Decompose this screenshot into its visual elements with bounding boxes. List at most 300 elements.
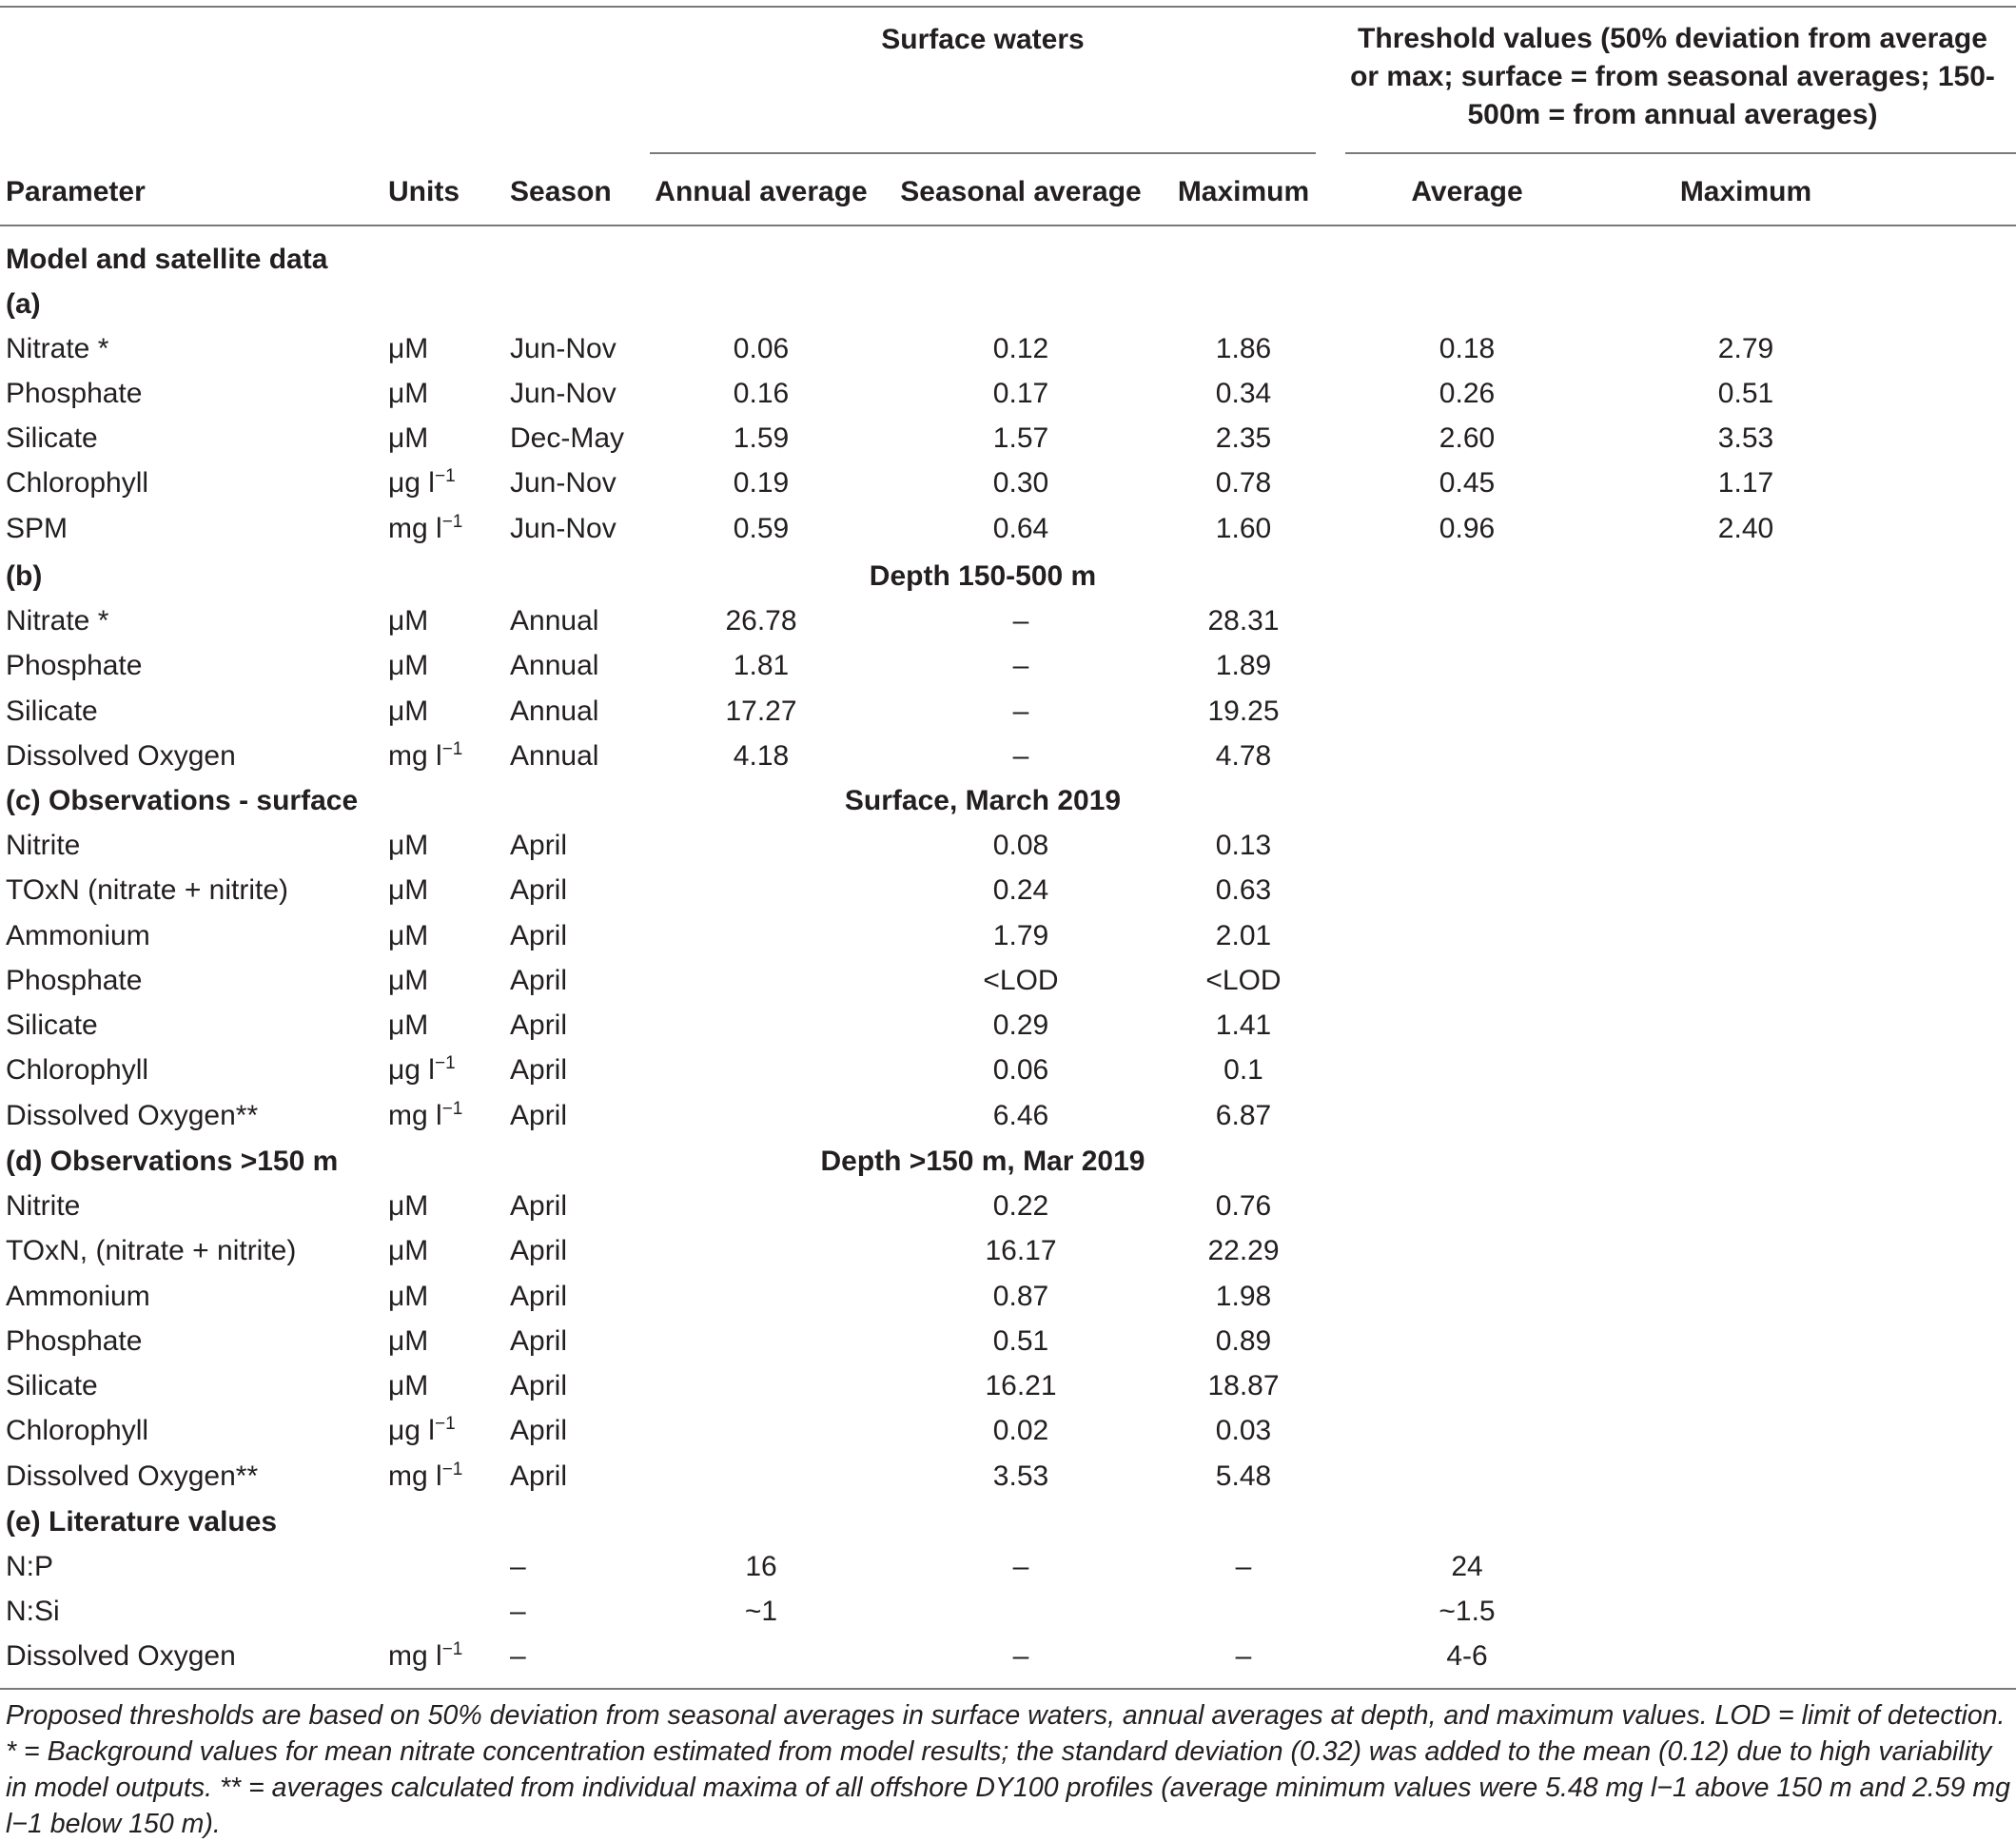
maximum-cell-text: 2.01 [1215,920,1272,951]
season-cell-text: April [510,1009,568,1041]
parameter-cell [6,1369,377,1403]
parameter-cell-text: Ammonium [6,920,150,951]
threshold-maximum-cell-text: 3.53 [1717,422,1774,454]
season-cell [510,919,643,953]
annual-average-cell [647,695,875,729]
threshold-average-cell-text: 0.18 [1439,333,1496,364]
seasonal-average-cell [888,332,1154,366]
section-b-subheading: Depth 150-500 m [869,560,1097,592]
parameter-cell-text: N:Si [6,1596,60,1627]
annual-average-cell-text: 1.59 [733,422,790,454]
seasonal-average-cell-text: 0.87 [992,1281,1049,1312]
seasonal-average-cell-text: 0.06 [992,1054,1049,1086]
season-cell [510,829,643,863]
season-cell-text: April [510,965,568,996]
units-cell-text: μM [388,378,429,409]
threshold-maximum-cell-text: 2.40 [1717,513,1774,544]
units-cell [388,1639,502,1674]
maximum-cell [1153,1234,1334,1268]
units-cell-text: μM [388,965,429,996]
seasonal-average-cell-text: 0.24 [992,874,1049,906]
seasonal-average-cell [888,739,1154,774]
parameter-cell-text: Dissolved Oxygen** [6,1460,259,1492]
maximum-cell [1153,695,1334,729]
seasonal-average-cell-text: 3.53 [992,1460,1049,1492]
units-cell [388,1009,502,1043]
header-bottom-rule [0,225,2016,226]
maximum-cell-text: 0.78 [1215,467,1272,499]
annual-average-cell-text: 0.06 [733,333,790,364]
seasonal-average-cell [888,604,1154,638]
units-cell [388,466,502,500]
annual-average-cell-text: 1.81 [733,650,790,681]
threshold-average-cell-text: 0.45 [1439,467,1496,499]
parameter-cell-text: Chlorophyll [6,1415,149,1446]
maximum-cell [1153,919,1334,953]
table-footnote: Proposed thresholds are based on 50% deviation from seasonal averages in surface waters, annual averages at depth, and maximum values. LOD = limit of detection. * = Background values for mean nitrate concentration estimated from model results; the standard deviation (0.32) was added to the mean (0.12) due to high variability in model outputs. ** = averages calculated from individual maxima of all offshore DY100 profiles (average minimum values were 5.48 mg l−1 above 150 m and 2.59 mg l−1 below 150 m). [6,1700,2010,1839]
units-cell-text: μM [388,1235,429,1266]
threshold-average-cell-text: 4-6 [1446,1640,1488,1672]
annual-average-cell [647,466,875,500]
seasonal-average-cell-text: 0.30 [992,467,1049,499]
parameter-cell [6,1639,377,1674]
parameter-cell-text: Phosphate [6,965,143,996]
season-cell [510,1189,643,1224]
units-cell [388,1460,502,1494]
seasonal-average-cell [888,421,1154,456]
section-model: Model and satellite data [6,244,328,275]
seasonal-average-cell-text: 0.02 [992,1415,1049,1446]
annual-average-cell-text: 0.19 [733,467,790,499]
parameter-cell [6,1234,377,1268]
units-cell-text: μM [388,1190,429,1222]
parameter-cell [6,1550,377,1584]
units-cell-text: μM [388,696,429,727]
maximum-cell-text: 0.03 [1215,1415,1272,1446]
units-exponent: −1 [434,466,456,486]
col-season: Season [510,176,612,207]
seasonal-average-cell [888,466,1154,500]
maximum-cell-text: 19.25 [1207,696,1280,727]
units-cell [388,1414,502,1448]
parameter-cell [6,919,377,953]
parameter-cell-text: Dissolved Oxygen [6,740,236,772]
threshold-maximum-cell [1641,466,1850,500]
season-cell [510,1099,643,1133]
maximum-cell [1153,1189,1334,1224]
maximum-cell-text: 28.31 [1207,605,1280,637]
season-cell [510,512,643,546]
parameter-cell-text: Dissolved Oxygen** [6,1100,259,1131]
seasonal-average-cell [888,1009,1154,1043]
seasonal-average-cell-text: – [1012,605,1029,637]
parameter-cell-text: Silicate [6,696,98,727]
season-cell [510,1550,643,1584]
parameter-cell [6,466,377,500]
parameter-cell [6,1280,377,1314]
season-cell-text: Dec-May [510,422,625,454]
season-cell-text: – [510,1640,526,1672]
units-cell-text: μg l [388,1054,435,1086]
units-cell [388,1189,502,1224]
units-exponent: −1 [441,512,463,532]
seasonal-average-cell [888,964,1154,998]
units-cell [388,1234,502,1268]
maximum-cell-text: 1.86 [1215,333,1272,364]
units-cell-text: mg l [388,1460,442,1492]
units-cell-text: μM [388,1370,429,1401]
col-units: Units [388,176,460,207]
season-cell [510,1324,643,1359]
seasonal-average-cell [888,829,1154,863]
units-cell-text: μM [388,1281,429,1312]
units-cell-text: μM [388,605,429,637]
parameter-cell [6,512,377,546]
parameter-cell-text: Chlorophyll [6,1054,149,1086]
threshold-average-cell-text: 2.60 [1439,422,1496,454]
maximum-cell [1153,1009,1334,1043]
units-cell-text: μM [388,333,429,364]
section-c: (c) Observations - surface [6,785,359,816]
season-cell [510,377,643,411]
annual-average-cell [647,1595,875,1629]
units-cell-text: μg l [388,1415,435,1446]
season-cell-text: Annual [510,605,599,637]
season-cell [510,1053,643,1088]
maximum-cell [1153,332,1334,366]
parameter-cell [6,829,377,863]
seasonal-average-cell-text: 16.21 [985,1370,1057,1401]
seasonal-average-cell-text: 1.79 [992,920,1049,951]
season-cell-text: Annual [510,740,599,772]
parameter-cell [6,1053,377,1088]
threshold-average-cell-text: ~1.5 [1439,1596,1496,1627]
seasonal-average-cell [888,512,1154,546]
seasonal-average-cell-text: 0.12 [992,333,1049,364]
annual-average-cell [647,512,875,546]
units-cell [388,873,502,908]
season-cell-text: April [510,1235,568,1266]
seasonal-average-cell [888,1234,1154,1268]
seasonal-average-cell [888,1099,1154,1133]
annual-average-cell-text: 0.16 [733,378,790,409]
maximum-cell-text: 1.89 [1215,650,1272,681]
maximum-cell-text: 18.87 [1207,1370,1280,1401]
maximum-cell [1153,964,1334,998]
maximum-cell [1153,1053,1334,1088]
col-threshold-average: Average [1411,176,1523,207]
maximum-cell-text: 1.98 [1215,1281,1272,1312]
season-cell [510,1280,643,1314]
maximum-cell [1153,1369,1334,1403]
units-cell-text: μM [388,650,429,681]
season-cell-text: April [510,830,568,861]
threshold-maximum-cell-text: 1.17 [1717,467,1774,499]
maximum-cell [1153,421,1334,456]
parameter-cell [6,332,377,366]
season-cell [510,1595,643,1629]
season-cell-text: April [510,1325,568,1357]
parameter-cell-text: TOxN (nitrate + nitrite) [6,874,289,906]
maximum-cell [1153,829,1334,863]
season-cell [510,739,643,774]
units-cell [388,695,502,729]
maximum-cell [1153,1324,1334,1359]
seasonal-average-cell [888,1053,1154,1088]
maximum-cell-text: 0.13 [1215,830,1272,861]
units-cell-text: mg l [388,513,442,544]
season-cell-text: April [510,920,568,951]
season-cell-text: April [510,1415,568,1446]
units-cell-text: mg l [388,740,442,772]
season-cell-text: Jun-Nov [510,467,617,499]
maximum-cell [1153,649,1334,683]
season-cell-text: April [510,1190,568,1222]
section-e: (e) Literature values [6,1506,278,1538]
maximum-cell-text: 6.87 [1215,1100,1272,1131]
parameter-cell-text: Dissolved Oxygen [6,1640,236,1672]
maximum-cell-text: 0.1 [1223,1054,1263,1086]
maximum-cell-text: – [1235,1640,1252,1672]
units-cell [388,739,502,774]
season-cell [510,964,643,998]
seasonal-average-cell-text: 6.46 [992,1100,1049,1131]
seasonal-average-cell [888,1280,1154,1314]
seasonal-average-cell-text: – [1012,1640,1029,1672]
seasonal-average-cell [888,377,1154,411]
units-cell [388,919,502,953]
parameter-cell-text: Ammonium [6,1281,150,1312]
season-cell-text: – [510,1596,526,1627]
maximum-cell [1153,1099,1334,1133]
season-cell-text: – [510,1551,526,1582]
col-maximum: Maximum [1177,176,1310,207]
season-cell [510,466,643,500]
parameter-cell-text: SPM [6,513,69,544]
season-cell [510,604,643,638]
seasonal-average-cell-text: – [1012,740,1029,772]
threshold-maximum-cell-text: 2.79 [1717,333,1774,364]
section-b: (b) [6,560,43,592]
seasonal-average-cell [888,1369,1154,1403]
threshold-maximum-cell-text: 0.51 [1717,378,1774,409]
top-rule [0,6,2016,8]
threshold-maximum-cell [1641,332,1850,366]
annual-average-cell [647,739,875,774]
seasonal-average-cell [888,1460,1154,1494]
units-cell-text: μM [388,422,429,454]
threshold-average-cell-text: 24 [1451,1551,1483,1582]
threshold-average-cell [1362,1550,1572,1584]
seasonal-average-cell-text: 1.57 [992,422,1049,454]
season-cell-text: April [510,874,568,906]
maximum-cell-text: – [1235,1551,1252,1582]
season-cell [510,421,643,456]
maximum-cell [1153,1414,1334,1448]
seasonal-average-cell [888,919,1154,953]
annual-average-cell [647,604,875,638]
annual-average-cell [647,332,875,366]
maximum-cell [1153,873,1334,908]
maximum-cell-text: 4.78 [1215,740,1272,772]
col-annual-average: Annual average [655,176,868,207]
units-cell [388,604,502,638]
parameter-cell [6,1099,377,1133]
threshold-average-cell [1362,421,1572,456]
season-cell [510,873,643,908]
units-cell-text: μg l [388,467,435,499]
maximum-cell [1153,1639,1334,1674]
col-threshold-maximum: Maximum [1679,176,1812,207]
seasonal-average-cell [888,1189,1154,1224]
units-exponent: −1 [434,1414,456,1434]
seasonal-average-cell [888,649,1154,683]
parameter-cell [6,1189,377,1224]
seasonal-average-cell-text: – [1012,650,1029,681]
parameter-cell [6,873,377,908]
units-cell [388,512,502,546]
annual-average-cell [647,649,875,683]
parameter-cell-text: Phosphate [6,378,143,409]
units-cell-text: mg l [388,1100,442,1131]
maximum-cell-text: 1.41 [1215,1009,1272,1041]
threshold-average-cell [1362,377,1572,411]
units-cell [388,1099,502,1133]
units-cell-text: μM [388,830,429,861]
threshold-average-cell [1362,466,1572,500]
parameter-cell-text: Chlorophyll [6,467,149,499]
units-exponent: −1 [441,739,463,759]
surface-group-rule [650,152,1316,154]
parameter-cell-text: Nitrite [6,830,81,861]
maximum-cell-text: <LOD [1205,965,1282,996]
season-cell [510,1369,643,1403]
units-cell [388,377,502,411]
units-exponent: −1 [441,1460,463,1479]
maximum-cell-text: 1.60 [1215,513,1272,544]
units-cell [388,1280,502,1314]
season-cell [510,1234,643,1268]
threshold-average-cell [1362,332,1572,366]
season-cell-text: Jun-Nov [510,513,617,544]
season-cell [510,1414,643,1448]
units-cell-text: μM [388,920,429,951]
parameter-cell [6,649,377,683]
section-d-subheading: Depth >150 m, Mar 2019 [820,1146,1145,1177]
seasonal-average-cell-text: 0.51 [992,1325,1049,1357]
parameter-cell-text: Nitrite [6,1190,81,1222]
section-d: (d) Observations >150 m [6,1146,339,1177]
maximum-cell-text: 22.29 [1207,1235,1280,1266]
season-cell [510,1639,643,1674]
seasonal-average-cell-text: 0.29 [992,1009,1049,1041]
seasonal-average-cell-text: 0.22 [992,1190,1049,1222]
annual-average-cell [647,377,875,411]
season-cell-text: Annual [510,696,599,727]
units-cell [388,964,502,998]
annual-average-cell-text: ~1 [744,1596,778,1627]
season-cell-text: April [510,1370,568,1401]
seasonal-average-cell [888,1550,1154,1584]
maximum-cell [1153,377,1334,411]
parameter-cell [6,1414,377,1448]
section-a: (a) [6,288,41,320]
parameter-cell [6,964,377,998]
parameter-cell-text: Phosphate [6,650,143,681]
seasonal-average-cell-text: <LOD [983,965,1059,996]
table-bottom-rule [0,1688,2016,1690]
season-cell [510,649,643,683]
parameter-cell [6,377,377,411]
seasonal-average-cell-text: – [1012,1551,1029,1582]
maximum-cell [1153,1460,1334,1494]
seasonal-average-cell [888,1639,1154,1674]
threshold-average-cell [1362,1639,1572,1674]
units-cell [388,1324,502,1359]
annual-average-cell-text: 4.18 [733,740,790,772]
seasonal-average-cell-text: 16.17 [985,1235,1057,1266]
maximum-cell [1153,512,1334,546]
parameter-cell [6,421,377,456]
units-cell-text: μM [388,874,429,906]
annual-average-cell-text: 0.59 [733,513,790,544]
col-parameter: Parameter [6,176,146,207]
maximum-cell [1153,739,1334,774]
units-cell-text: μM [388,1009,429,1041]
units-exponent: −1 [441,1099,463,1119]
parameter-cell-text: Nitrate * [6,333,109,364]
seasonal-average-cell [888,695,1154,729]
maximum-cell-text: 2.35 [1215,422,1272,454]
parameter-cell [6,1460,377,1494]
seasonal-average-cell-text: 0.64 [992,513,1049,544]
parameter-cell-text: Silicate [6,422,98,454]
parameter-cell-text: Nitrate * [6,605,109,637]
season-cell-text: Jun-Nov [510,378,617,409]
threshold-maximum-cell [1641,421,1850,456]
season-cell [510,695,643,729]
maximum-cell [1153,466,1334,500]
parameter-cell [6,695,377,729]
seasonal-average-cell [888,1414,1154,1448]
seasonal-average-cell [888,873,1154,908]
units-cell [388,1053,502,1088]
parameter-cell [6,739,377,774]
seasonal-average-cell [888,1324,1154,1359]
threshold-average-cell [1362,512,1572,546]
maximum-cell [1153,604,1334,638]
units-exponent: −1 [441,1639,463,1659]
parameter-cell [6,1324,377,1359]
units-exponent: −1 [434,1053,456,1073]
maximum-cell [1153,1280,1334,1314]
seasonal-average-cell-text: 0.17 [992,378,1049,409]
parameter-cell-text: Silicate [6,1009,98,1041]
maximum-cell [1153,1550,1334,1584]
header-threshold-values: Threshold values (50% deviation from average or max; surface = from seasonal averages; 150-500m = from annual averages) [1350,23,1995,130]
annual-average-cell-text: 17.27 [725,696,797,727]
maximum-cell-text: 0.34 [1215,378,1272,409]
season-cell-text: Jun-Nov [510,333,617,364]
threshold-average-cell [1362,1595,1572,1629]
annual-average-cell-text: 26.78 [725,605,797,637]
season-cell-text: April [510,1281,568,1312]
units-cell [388,332,502,366]
parameter-cell-text: Phosphate [6,1325,143,1357]
parameter-cell [6,1009,377,1043]
parameter-cell-text: Silicate [6,1370,98,1401]
seasonal-average-cell-text: 0.08 [992,830,1049,861]
